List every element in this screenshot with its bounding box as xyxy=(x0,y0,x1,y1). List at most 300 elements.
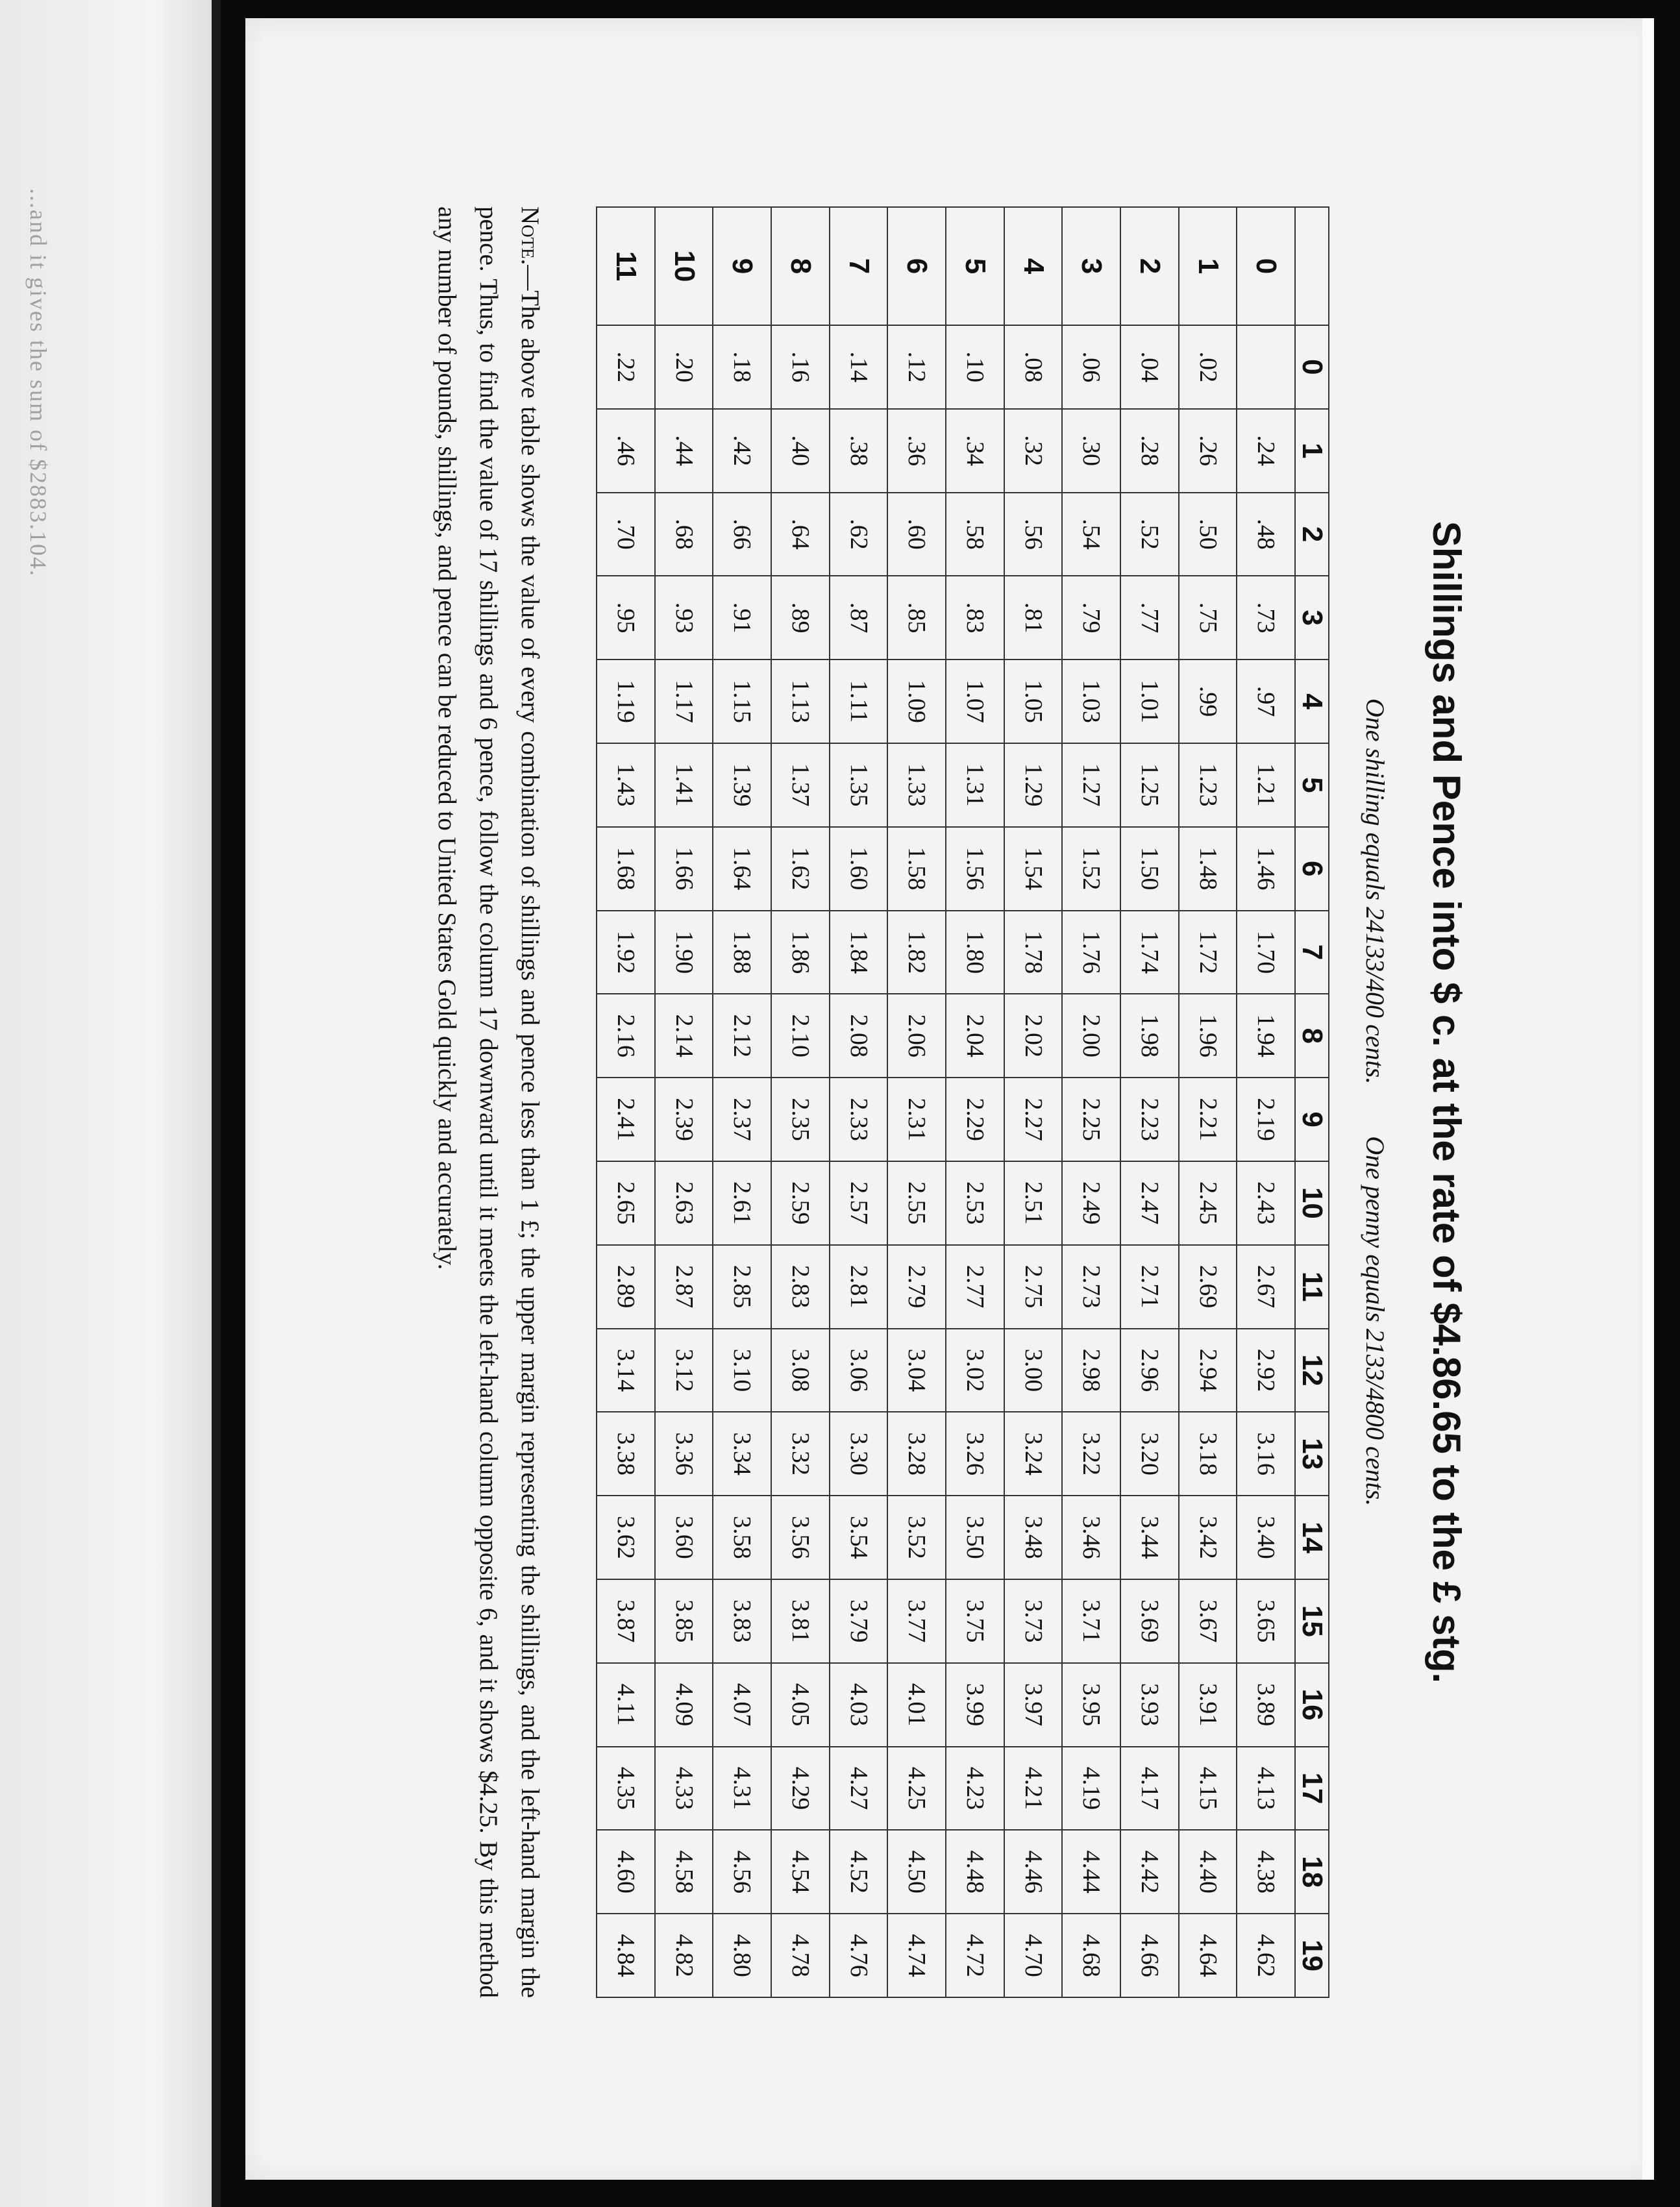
book-page xyxy=(245,18,1654,2180)
value-cell: .79 xyxy=(1062,576,1120,660)
value-cell: 4.84 xyxy=(597,1914,655,1997)
value-cell: 4.70 xyxy=(1004,1914,1063,1997)
value-cell: 1.90 xyxy=(655,911,713,994)
shillings-column-header: 8 xyxy=(1295,994,1329,1078)
value-cell: 3.44 xyxy=(1120,1496,1179,1579)
value-cell: 2.02 xyxy=(1004,994,1063,1078)
value-cell: 1.80 xyxy=(946,911,1004,994)
value-cell: .95 xyxy=(597,576,655,660)
value-cell: 2.45 xyxy=(1179,1161,1237,1245)
value-cell: .30 xyxy=(1062,409,1120,493)
value-cell: 1.50 xyxy=(1120,827,1179,911)
conversion-subtitle xyxy=(1355,206,1394,1998)
value-cell: 1.39 xyxy=(713,743,771,827)
pence-row-header: 8 xyxy=(771,207,830,325)
pence-row-header: 5 xyxy=(946,207,1004,325)
value-cell: 4.82 xyxy=(655,1914,713,1997)
value-cell: 1.74 xyxy=(1120,911,1179,994)
value-cell: 2.47 xyxy=(1120,1161,1179,1245)
value-cell: .12 xyxy=(887,325,946,409)
value-cell: 1.21 xyxy=(1237,743,1295,827)
pence-row-header: 2 xyxy=(1120,207,1179,325)
value-cell: 1.27 xyxy=(1062,743,1120,827)
table-row xyxy=(830,207,888,1997)
value-cell: 3.99 xyxy=(946,1663,1004,1747)
pence-row-header: 11 xyxy=(597,207,655,325)
value-cell: .87 xyxy=(830,576,888,660)
value-cell: 2.94 xyxy=(1179,1329,1237,1412)
value-cell: .38 xyxy=(830,409,888,493)
table-row xyxy=(1004,207,1063,1997)
value-cell: 3.24 xyxy=(1004,1412,1063,1496)
value-cell: 2.19 xyxy=(1237,1078,1295,1161)
value-cell: 1.84 xyxy=(830,911,888,994)
value-cell: 2.61 xyxy=(713,1161,771,1245)
value-cell: .64 xyxy=(771,493,830,576)
value-cell: 2.08 xyxy=(830,994,888,1078)
value-cell: 2.29 xyxy=(946,1078,1004,1161)
value-cell: 1.37 xyxy=(771,743,830,827)
value-cell: 1.54 xyxy=(1004,827,1063,911)
value-cell: 2.83 xyxy=(771,1245,830,1329)
value-cell: 4.03 xyxy=(830,1663,888,1747)
table-row xyxy=(713,207,771,1997)
value-cell: 4.19 xyxy=(1062,1747,1120,1831)
shillings-column-header: 17 xyxy=(1295,1747,1329,1831)
value-cell: 1.60 xyxy=(830,827,888,911)
value-cell: .77 xyxy=(1120,576,1179,660)
value-cell: 1.05 xyxy=(1004,660,1063,743)
value-cell: .06 xyxy=(1062,325,1120,409)
value-cell: 4.29 xyxy=(771,1747,830,1831)
value-cell: 2.43 xyxy=(1237,1161,1295,1245)
value-cell: 4.78 xyxy=(771,1914,830,1997)
note-paragraph xyxy=(426,206,550,1998)
value-cell: 1.11 xyxy=(830,660,888,743)
value-cell: 1.82 xyxy=(887,911,946,994)
shillings-column-header: 15 xyxy=(1295,1579,1329,1663)
value-cell: 3.67 xyxy=(1179,1579,1237,1663)
value-cell: 3.14 xyxy=(597,1329,655,1412)
value-cell: 1.86 xyxy=(771,911,830,994)
value-cell: 4.25 xyxy=(887,1747,946,1831)
table-row xyxy=(655,207,713,1997)
value-cell: 4.42 xyxy=(1120,1830,1179,1914)
table-row xyxy=(1179,207,1237,1997)
value-cell: 2.65 xyxy=(597,1161,655,1245)
value-cell: 3.77 xyxy=(887,1579,946,1663)
value-cell: 3.54 xyxy=(830,1496,888,1579)
value-cell: 3.75 xyxy=(946,1579,1004,1663)
shillings-column-header: 11 xyxy=(1295,1245,1329,1329)
value-cell: .44 xyxy=(655,409,713,493)
value-cell: 4.46 xyxy=(1004,1830,1063,1914)
shillings-column-header: 0 xyxy=(1295,325,1329,409)
shillings-column-header: 12 xyxy=(1295,1329,1329,1412)
shillings-column-header: 7 xyxy=(1295,911,1329,994)
value-cell: .34 xyxy=(946,409,1004,493)
value-cell: .40 xyxy=(771,409,830,493)
value-cell: 1.29 xyxy=(1004,743,1063,827)
value-cell: 1.46 xyxy=(1237,827,1295,911)
value-cell: 1.96 xyxy=(1179,994,1237,1078)
value-cell: 3.46 xyxy=(1062,1496,1120,1579)
value-cell: .73 xyxy=(1237,576,1295,660)
value-cell: .81 xyxy=(1004,576,1063,660)
value-cell: 3.58 xyxy=(713,1496,771,1579)
value-cell: .20 xyxy=(655,325,713,409)
shillings-column-header: 2 xyxy=(1295,493,1329,576)
book-gutter xyxy=(212,0,221,2207)
value-cell: 3.87 xyxy=(597,1579,655,1663)
value-cell: 2.12 xyxy=(713,994,771,1078)
shillings-column-header: 18 xyxy=(1295,1830,1329,1914)
pence-row-header: 3 xyxy=(1062,207,1120,325)
value-cell: 2.10 xyxy=(771,994,830,1078)
shillings-column-header: 19 xyxy=(1295,1914,1329,1997)
value-cell: 1.58 xyxy=(887,827,946,911)
pence-row-header: 4 xyxy=(1004,207,1063,325)
value-cell: 1.64 xyxy=(713,827,771,911)
shillings-column-header: 10 xyxy=(1295,1161,1329,1245)
penny-equivalence: One penny equals 2133/4800 cents. xyxy=(1361,1136,1390,1507)
value-cell: 2.00 xyxy=(1062,994,1120,1078)
value-cell: 2.04 xyxy=(946,994,1004,1078)
note-label: Note. xyxy=(516,206,544,265)
value-cell: 4.58 xyxy=(655,1830,713,1914)
shillings-column-header: 13 xyxy=(1295,1412,1329,1496)
value-cell: .36 xyxy=(887,409,946,493)
value-cell: 2.79 xyxy=(887,1245,946,1329)
value-cell: .24 xyxy=(1237,409,1295,493)
value-cell: 3.81 xyxy=(771,1579,830,1663)
value-cell: .50 xyxy=(1179,493,1237,576)
value-cell: 1.70 xyxy=(1237,911,1295,994)
value-cell: 2.92 xyxy=(1237,1329,1295,1412)
value-cell: 3.08 xyxy=(771,1329,830,1412)
value-cell: 4.74 xyxy=(887,1914,946,1997)
table-row xyxy=(597,207,655,1997)
value-cell: 3.62 xyxy=(597,1496,655,1579)
value-cell: .32 xyxy=(1004,409,1063,493)
value-cell: 2.25 xyxy=(1062,1078,1120,1161)
value-cell: .52 xyxy=(1120,493,1179,576)
value-cell: 4.11 xyxy=(597,1663,655,1747)
value-cell: 2.53 xyxy=(946,1161,1004,1245)
shillings-column-header: 1 xyxy=(1295,409,1329,493)
value-cell: 3.69 xyxy=(1120,1579,1179,1663)
conversion-table xyxy=(596,206,1329,1998)
value-cell: 4.21 xyxy=(1004,1747,1063,1831)
value-cell: 3.16 xyxy=(1237,1412,1295,1496)
value-cell: 1.66 xyxy=(655,827,713,911)
value-cell: 4.05 xyxy=(771,1663,830,1747)
value-cell: 3.56 xyxy=(771,1496,830,1579)
value-cell: .83 xyxy=(946,576,1004,660)
value-cell: 1.23 xyxy=(1179,743,1237,827)
value-cell: 1.56 xyxy=(946,827,1004,911)
pence-row-header: 1 xyxy=(1179,207,1237,325)
value-cell: .68 xyxy=(655,493,713,576)
value-cell: 4.52 xyxy=(830,1830,888,1914)
value-cell: 2.23 xyxy=(1120,1078,1179,1161)
value-cell: 3.73 xyxy=(1004,1579,1063,1663)
value-cell: .56 xyxy=(1004,493,1063,576)
value-cell: 1.17 xyxy=(655,660,713,743)
value-cell: 1.72 xyxy=(1179,911,1237,994)
shillings-column-header: 16 xyxy=(1295,1663,1329,1747)
value-cell: .97 xyxy=(1237,660,1295,743)
value-cell: .18 xyxy=(713,325,771,409)
value-cell: 3.06 xyxy=(830,1329,888,1412)
value-cell: .85 xyxy=(887,576,946,660)
value-cell: 2.39 xyxy=(655,1078,713,1161)
table-row xyxy=(946,207,1004,1997)
value-cell: 1.13 xyxy=(771,660,830,743)
value-cell: 3.65 xyxy=(1237,1579,1295,1663)
value-cell: 4.68 xyxy=(1062,1914,1120,1997)
value-cell: 1.62 xyxy=(771,827,830,911)
value-cell: 2.73 xyxy=(1062,1245,1120,1329)
value-cell: 2.49 xyxy=(1062,1161,1120,1245)
value-cell: 4.33 xyxy=(655,1747,713,1831)
value-cell: 3.20 xyxy=(1120,1412,1179,1496)
value-cell: 2.96 xyxy=(1120,1329,1179,1412)
value-cell: 3.00 xyxy=(1004,1329,1063,1412)
value-cell: .91 xyxy=(713,576,771,660)
value-cell: 3.95 xyxy=(1062,1663,1120,1747)
value-cell: 4.44 xyxy=(1062,1830,1120,1914)
value-cell: 4.76 xyxy=(830,1914,888,1997)
value-cell: 2.77 xyxy=(946,1245,1004,1329)
value-cell: 4.38 xyxy=(1237,1830,1295,1914)
value-cell: 3.04 xyxy=(887,1329,946,1412)
value-cell: 1.88 xyxy=(713,911,771,994)
value-cell: 2.06 xyxy=(887,994,946,1078)
page-edge xyxy=(1642,18,1654,2180)
value-cell: 2.69 xyxy=(1179,1245,1237,1329)
value-cell: 2.27 xyxy=(1004,1078,1063,1161)
value-cell: .10 xyxy=(946,325,1004,409)
value-cell: 3.71 xyxy=(1062,1579,1120,1663)
value-cell: 1.25 xyxy=(1120,743,1179,827)
value-cell: 2.87 xyxy=(655,1245,713,1329)
value-cell: 4.72 xyxy=(946,1914,1004,1997)
value-cell: .26 xyxy=(1179,409,1237,493)
value-cell: 4.23 xyxy=(946,1747,1004,1831)
value-cell: 3.83 xyxy=(713,1579,771,1663)
pence-row-header: 9 xyxy=(713,207,771,325)
value-cell: 2.98 xyxy=(1062,1329,1120,1412)
value-cell: 1.48 xyxy=(1179,827,1237,911)
shillings-column-header: 5 xyxy=(1295,743,1329,827)
value-cell: 4.27 xyxy=(830,1747,888,1831)
value-cell: .16 xyxy=(771,325,830,409)
value-cell: 3.85 xyxy=(655,1579,713,1663)
rotated-content xyxy=(330,206,1472,1998)
shillings-column-header: 9 xyxy=(1295,1078,1329,1161)
value-cell: .60 xyxy=(887,493,946,576)
value-cell: 1.76 xyxy=(1062,911,1120,994)
value-cell: 1.31 xyxy=(946,743,1004,827)
value-cell xyxy=(1237,325,1295,409)
value-cell: 3.97 xyxy=(1004,1663,1063,1747)
value-cell: 3.91 xyxy=(1179,1663,1237,1747)
value-cell: 3.50 xyxy=(946,1496,1004,1579)
value-cell: 4.64 xyxy=(1179,1914,1237,1997)
value-cell: 4.17 xyxy=(1120,1747,1179,1831)
value-cell: 3.89 xyxy=(1237,1663,1295,1747)
value-cell: 2.67 xyxy=(1237,1245,1295,1329)
value-cell: 1.19 xyxy=(597,660,655,743)
value-cell: 2.35 xyxy=(771,1078,830,1161)
shillings-column-header: 6 xyxy=(1295,827,1329,911)
value-cell: 1.52 xyxy=(1062,827,1120,911)
value-cell: 2.81 xyxy=(830,1245,888,1329)
previous-page-bleed-text: ...and it gives the sum of $2883.104. xyxy=(25,188,51,577)
value-cell: 4.80 xyxy=(713,1914,771,1997)
value-cell: 4.40 xyxy=(1179,1830,1237,1914)
value-cell: 4.13 xyxy=(1237,1747,1295,1831)
value-cell: 4.09 xyxy=(655,1663,713,1747)
value-cell: 1.15 xyxy=(713,660,771,743)
value-cell: 1.78 xyxy=(1004,911,1063,994)
value-cell: .58 xyxy=(946,493,1004,576)
value-cell: 1.94 xyxy=(1237,994,1295,1078)
value-cell: 2.14 xyxy=(655,994,713,1078)
shillings-column-header: 14 xyxy=(1295,1496,1329,1579)
value-cell: .02 xyxy=(1179,325,1237,409)
value-cell: 2.33 xyxy=(830,1078,888,1161)
value-cell: 1.09 xyxy=(887,660,946,743)
value-cell: 1.68 xyxy=(597,827,655,911)
value-cell: 3.93 xyxy=(1120,1663,1179,1747)
previous-page-edge xyxy=(0,0,221,2207)
value-cell: 1.98 xyxy=(1120,994,1179,1078)
table-row xyxy=(1062,207,1120,1997)
value-cell: 1.41 xyxy=(655,743,713,827)
value-cell: 1.35 xyxy=(830,743,888,827)
value-cell: .48 xyxy=(1237,493,1295,576)
value-cell: 3.79 xyxy=(830,1579,888,1663)
value-cell: 3.22 xyxy=(1062,1412,1120,1496)
pence-row-header: 0 xyxy=(1237,207,1295,325)
value-cell: 4.50 xyxy=(887,1830,946,1914)
value-cell: 3.30 xyxy=(830,1412,888,1496)
table-row xyxy=(771,207,830,1997)
value-cell: 3.42 xyxy=(1179,1496,1237,1579)
value-cell: 4.62 xyxy=(1237,1914,1295,1997)
value-cell: 1.92 xyxy=(597,911,655,994)
value-cell: .42 xyxy=(713,409,771,493)
shilling-equivalence: One shilling equals 24133/400 cents. xyxy=(1361,698,1390,1085)
value-cell: 3.34 xyxy=(713,1412,771,1496)
value-cell: 3.12 xyxy=(655,1329,713,1412)
corner-cell xyxy=(1295,207,1329,325)
value-cell: 4.48 xyxy=(946,1830,1004,1914)
value-cell: 2.71 xyxy=(1120,1245,1179,1329)
shillings-column-header: 4 xyxy=(1295,660,1329,743)
value-cell: .14 xyxy=(830,325,888,409)
value-cell: 2.55 xyxy=(887,1161,946,1245)
value-cell: 4.66 xyxy=(1120,1914,1179,1997)
pence-row-header: 10 xyxy=(655,207,713,325)
value-cell: 2.41 xyxy=(597,1078,655,1161)
value-cell: 3.40 xyxy=(1237,1496,1295,1579)
value-cell: 2.21 xyxy=(1179,1078,1237,1161)
value-cell: 2.89 xyxy=(597,1245,655,1329)
value-cell: 2.59 xyxy=(771,1161,830,1245)
value-cell: .62 xyxy=(830,493,888,576)
value-cell: 1.07 xyxy=(946,660,1004,743)
value-cell: 2.16 xyxy=(597,994,655,1078)
value-cell: 3.18 xyxy=(1179,1412,1237,1496)
table-row xyxy=(1120,207,1179,1997)
note-text: —The above table shows the value of every combination of shillings and pence less than 1 £; the upper margin representing the shillings, and the left-hand margin the pence. Thus, to find the value of 17 shillings and 6 pence, follow the column 17 downward until it meets the left-hand column opposite 6, and it shows $4.25. By this method any number of pounds, shillings, and pence can be reduced to United States Gold quickly and accurately. xyxy=(433,206,544,1998)
value-cell: 3.28 xyxy=(887,1412,946,1496)
value-cell: .28 xyxy=(1120,409,1179,493)
value-cell: 3.32 xyxy=(771,1412,830,1496)
value-cell: .04 xyxy=(1120,325,1179,409)
page-title: Shillings and Pence into $ c. at the rate of $4.86.65 to the £ stg. xyxy=(1425,521,1468,1684)
value-cell: 2.85 xyxy=(713,1245,771,1329)
value-cell: 1.43 xyxy=(597,743,655,827)
value-cell: 3.02 xyxy=(946,1329,1004,1412)
table-row xyxy=(1237,207,1295,1997)
value-cell: .93 xyxy=(655,576,713,660)
value-cell: .54 xyxy=(1062,493,1120,576)
value-cell: .70 xyxy=(597,493,655,576)
value-cell: 2.75 xyxy=(1004,1245,1063,1329)
value-cell: 2.63 xyxy=(655,1161,713,1245)
value-cell: 3.52 xyxy=(887,1496,946,1579)
value-cell: 3.10 xyxy=(713,1329,771,1412)
value-cell: 1.33 xyxy=(887,743,946,827)
value-cell: 4.15 xyxy=(1179,1747,1237,1831)
value-cell: 3.38 xyxy=(597,1412,655,1496)
value-cell: 2.57 xyxy=(830,1161,888,1245)
value-cell: 2.51 xyxy=(1004,1161,1063,1245)
pence-row-header: 6 xyxy=(887,207,946,325)
value-cell: 1.03 xyxy=(1062,660,1120,743)
value-cell: .89 xyxy=(771,576,830,660)
value-cell: 4.01 xyxy=(887,1663,946,1747)
value-cell: 4.07 xyxy=(713,1663,771,1747)
value-cell: 3.48 xyxy=(1004,1496,1063,1579)
value-cell: 4.31 xyxy=(713,1747,771,1831)
value-cell: .08 xyxy=(1004,325,1063,409)
value-cell: .66 xyxy=(713,493,771,576)
value-cell: 4.35 xyxy=(597,1747,655,1831)
value-cell: 4.54 xyxy=(771,1830,830,1914)
value-cell: 3.36 xyxy=(655,1412,713,1496)
shillings-column-header: 3 xyxy=(1295,576,1329,660)
table-row xyxy=(887,207,946,1997)
value-cell: 1.01 xyxy=(1120,660,1179,743)
value-cell: 4.56 xyxy=(713,1830,771,1914)
pence-row-header: 7 xyxy=(830,207,888,325)
value-cell: .22 xyxy=(597,325,655,409)
value-cell: 2.31 xyxy=(887,1078,946,1161)
value-cell: 3.60 xyxy=(655,1496,713,1579)
value-cell: 2.37 xyxy=(713,1078,771,1161)
value-cell: .99 xyxy=(1179,660,1237,743)
shillings-header-row xyxy=(1295,207,1329,1997)
value-cell: 3.26 xyxy=(946,1412,1004,1496)
value-cell: 4.60 xyxy=(597,1830,655,1914)
value-cell: .75 xyxy=(1179,576,1237,660)
value-cell: .46 xyxy=(597,409,655,493)
